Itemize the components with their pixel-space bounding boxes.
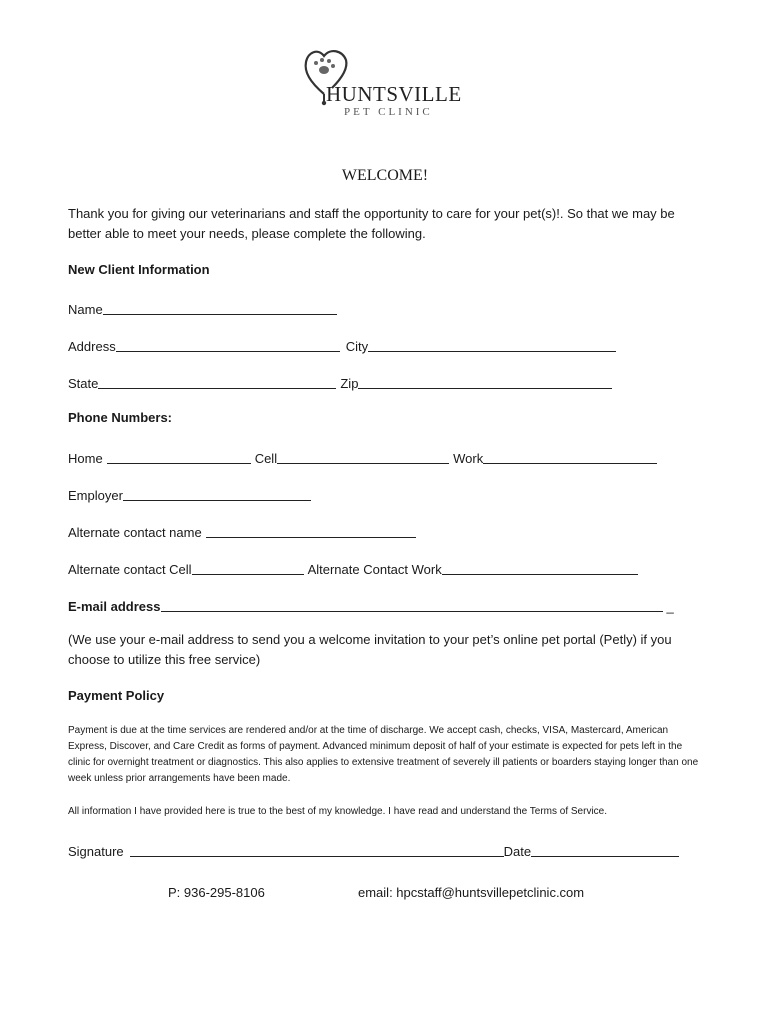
cell-label: Cell bbox=[254, 451, 278, 466]
name-field[interactable] bbox=[103, 300, 337, 315]
work-label: Work bbox=[453, 451, 484, 466]
city-label: City bbox=[345, 339, 369, 354]
work-phone-field[interactable] bbox=[483, 449, 657, 464]
cell-phone-field[interactable] bbox=[277, 449, 449, 464]
alt-cell-field[interactable] bbox=[192, 560, 304, 575]
alt-work-label: Alternate Contact Work bbox=[307, 562, 442, 577]
phone-heading: Phone Numbers: bbox=[68, 410, 173, 425]
alt-name-row bbox=[68, 520, 416, 540]
city-field[interactable] bbox=[368, 337, 616, 352]
employer-row bbox=[68, 483, 311, 503]
email-row bbox=[68, 594, 674, 614]
email-note: (We use your e-mail address to send you a welcome invitation to your pet’s online pet portal (Petly) if you choose to utilize this free service) bbox=[68, 632, 672, 667]
footer-email: email: hpcstaff@huntsvillepetclinic.com bbox=[358, 885, 585, 900]
address-row bbox=[68, 334, 616, 354]
state-row bbox=[68, 371, 612, 391]
name-row bbox=[68, 297, 337, 317]
logo-subtitle: PET CLINIC bbox=[344, 106, 433, 118]
alt-cell-label: Alternate contact Cell bbox=[68, 562, 192, 577]
logo-name: HUNTSVILLE bbox=[326, 82, 462, 106]
footer-phone: P: 936-295-8106 bbox=[168, 885, 265, 900]
intro-text: Thank you for giving our veterinarians and staff the opportunity to care for your pet(s)!. So that we may be better able to meet your needs, please complete the following. bbox=[68, 206, 675, 241]
clinic-logo bbox=[300, 46, 470, 124]
email-label: E-mail address bbox=[68, 599, 161, 614]
alt-name-label: Alternate contact name bbox=[68, 525, 202, 540]
signature-field[interactable] bbox=[130, 842, 504, 857]
signature-label: Signature bbox=[68, 844, 124, 859]
name-label: Name bbox=[68, 302, 103, 317]
alt-name-field[interactable] bbox=[206, 523, 416, 538]
signature-row bbox=[68, 839, 679, 859]
address-field[interactable] bbox=[116, 337, 340, 352]
email-trailing-mark: _ bbox=[666, 599, 674, 614]
welcome-title: WELCOME! bbox=[341, 167, 429, 184]
email-field[interactable] bbox=[161, 597, 663, 612]
phone-row bbox=[68, 446, 657, 466]
home-phone-field[interactable] bbox=[107, 449, 251, 464]
date-label: Date bbox=[503, 844, 532, 859]
alt-work-field[interactable] bbox=[442, 560, 638, 575]
state-field[interactable] bbox=[98, 374, 336, 389]
employer-label: Employer bbox=[68, 488, 123, 503]
payment-policy-text: Payment is due at the time services are rendered and/or at the time of discharge. We accept cash, checks, VISA, Mastercard, American Express, Discover, and Care Credit as forms of payment. Advanced minimum deposit of half of your estimate is expected for pets left in the clinic for overnight treatment or diagnostics. This also applies to extensive treatment of severely ill patients or boarders staying longer than one week unless prior arrangements have been made. bbox=[68, 725, 699, 784]
employer-field[interactable] bbox=[123, 486, 311, 501]
attestation-text: All information I have provided here is true to the best of my knowledge. I have read and understand the Terms of Service. bbox=[68, 806, 608, 817]
date-field[interactable] bbox=[531, 842, 679, 857]
payment-heading: Payment Policy bbox=[68, 688, 165, 703]
address-label: Address bbox=[68, 339, 116, 354]
zip-label: Zip bbox=[340, 376, 359, 391]
home-label: Home bbox=[68, 451, 103, 466]
new-client-heading: New Client Information bbox=[68, 262, 210, 277]
alt-phone-row bbox=[68, 557, 638, 577]
state-label: State bbox=[68, 376, 99, 391]
zip-field[interactable] bbox=[358, 374, 612, 389]
